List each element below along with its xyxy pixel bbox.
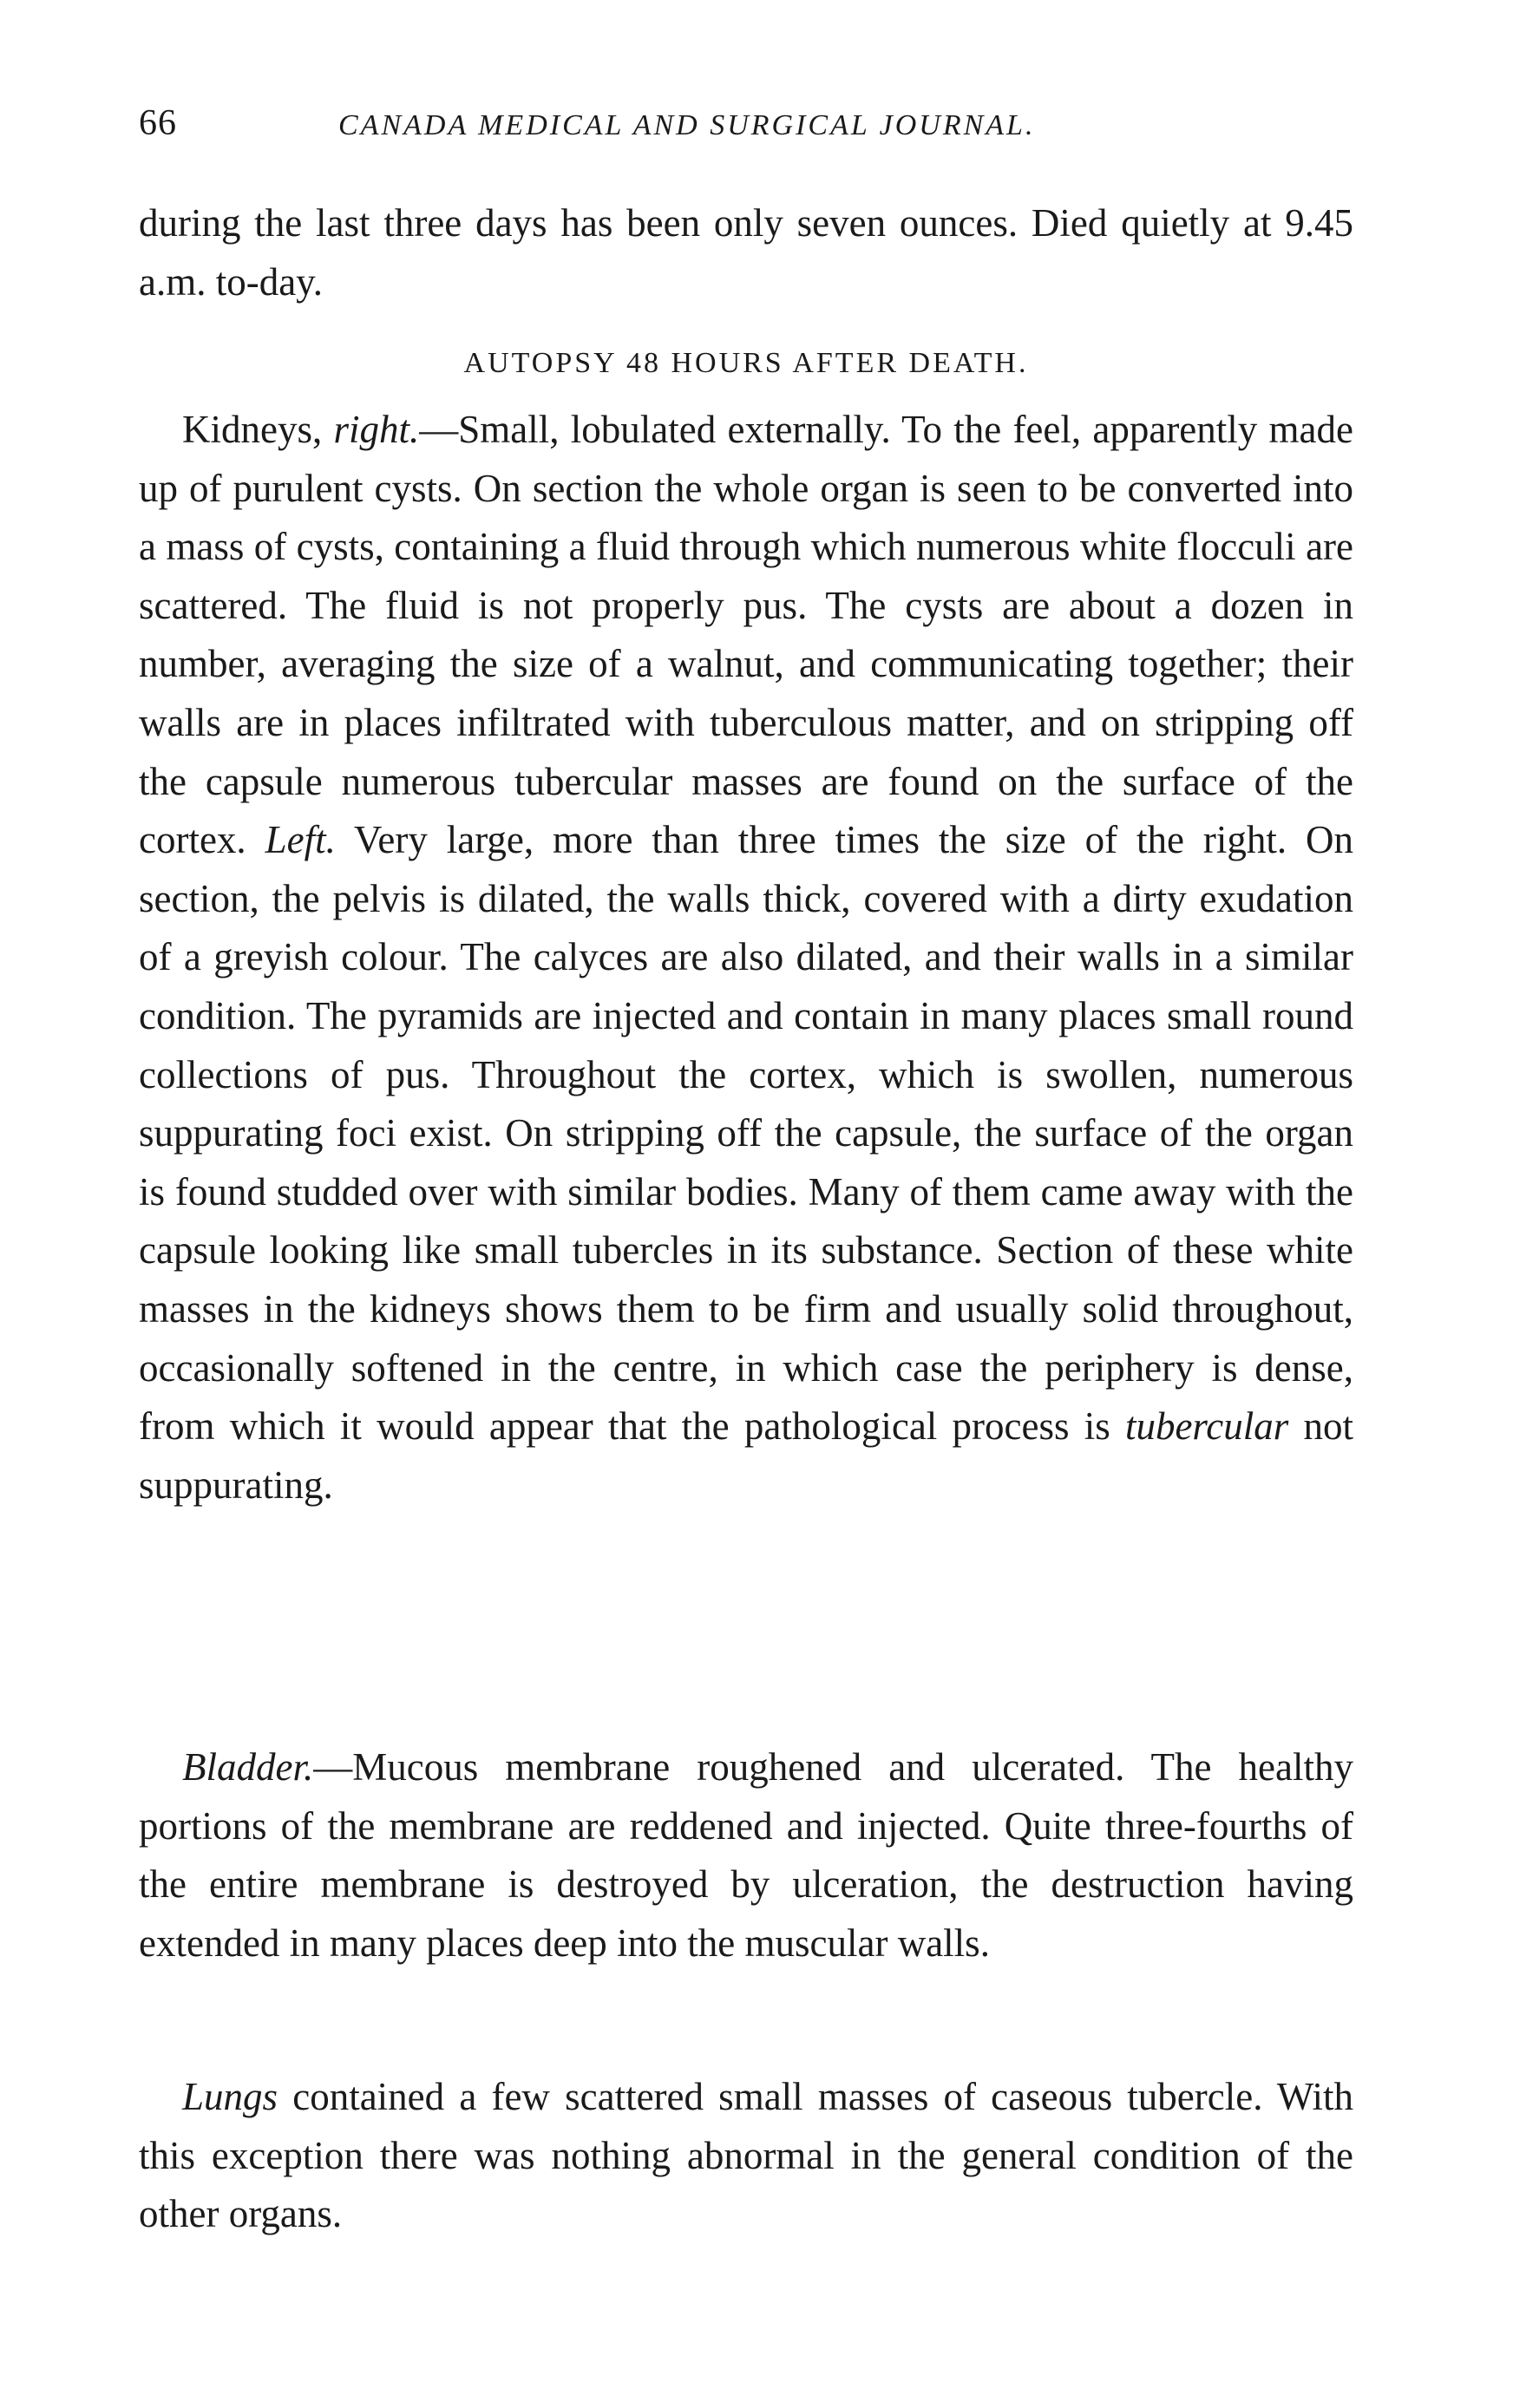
- lungs-text: [139, 2068, 1353, 2244]
- lungs-paragraph: [139, 2068, 1353, 2244]
- intro-paragraph: [139, 194, 1353, 311]
- kidneys-left-label: Left.: [265, 818, 336, 862]
- journal-title: CANADA MEDICAL AND SURGICAL JOURNAL.: [338, 109, 1036, 141]
- intro-text: during the last three days has been only seven ounces. Died quietly at 9.45 a.m. to-day.: [139, 201, 1353, 304]
- kidneys-right-label: right.: [333, 408, 420, 451]
- kidneys-tubercular: tubercular: [1124, 1404, 1289, 1449]
- kidneys-end-text: not suppurating.: [139, 1404, 1353, 1507]
- lungs-body: contained a few scattered small masses of caseous tubercle. With this exception there was nothing abnormal in the general condition of the other organs.: [139, 2075, 1353, 2236]
- kidneys-right-text: —Small, lobulated externally. To the feel, apparently made up of purulent cysts. On section the whole organ is seen to be converted into a mass of cysts, containing a fluid through which numerous white flocculi are scattered. The fluid is not properly pus. The cysts are about a dozen in number, averaging the size of a walnut, and communicating together; their walls are in places infiltrated with tuberculous matter, and on stripping off the capsule numerous tubercular masses are found on the surface of the cortex.: [139, 408, 1353, 862]
- bladder-body: —Mucous membrane roughened and ulcerated. The healthy portions of the membrane are reddened and injected. Quite three-fourths of the entire membrane is destroyed by ulceration, the destruction having extended in many places deep into the muscular walls.: [139, 1745, 1353, 1965]
- running-head: [139, 102, 1353, 163]
- kidneys-paragraph: [139, 401, 1353, 1515]
- section-heading: AUTOPSY 48 HOURS AFTER DEATH.: [463, 347, 1029, 379]
- bladder-paragraph: [139, 1738, 1353, 1973]
- lungs-label: Lungs: [182, 2075, 278, 2118]
- bladder-label: Bladder.: [182, 1745, 314, 1789]
- page-number: 66: [139, 103, 177, 143]
- kidneys-text: [139, 401, 1353, 1515]
- kidneys-left-text: Very large, more than three times the size of the right. On section, the pelvis is dilated, the walls thick, covered with a dirty exudation of a greyish colour. The calyces are also dilated, and their walls in a similar condition. The pyramids are injected and contain in many places small round collections of pus. Throughout the cortex, which is swollen, numerous suppurating foci exist. On stripping off the capsule, the surface of the organ is found studded over with similar bodies. Many of them came away with the capsule looking like small tubercles in its substance. Section of these white masses in the kidneys shows them to be firm and usually solid throughout, occasionally softened in the centre, in which case the periphery is dense, from which it would appear that the pathological process is: [139, 818, 1353, 1449]
- bladder-text: [139, 1738, 1353, 1973]
- kidneys-lead: Kidneys,: [182, 408, 334, 451]
